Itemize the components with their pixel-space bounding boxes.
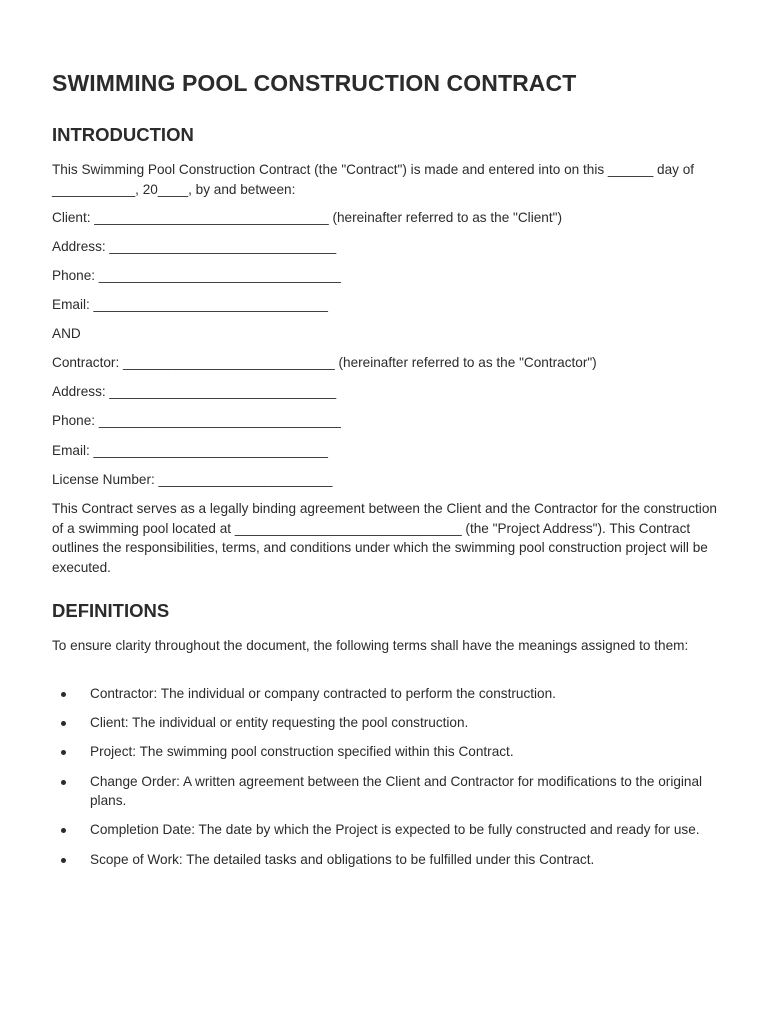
definitions-intro-paragraph: To ensure clarity throughout the document, the following terms shall have the meanings assigned to them: xyxy=(52,638,689,653)
contractor-name-line: Contractor: ____________________________ (hereinafter referred to as the "Contractor") xyxy=(52,355,597,370)
and-separator: AND xyxy=(52,326,81,341)
definitions-heading: DEFINITIONS xyxy=(52,600,170,621)
client-name-line: Client: _______________________________ (hereinafter referred to as the "Client") xyxy=(52,210,562,225)
bullet-icon xyxy=(61,780,66,785)
bullet-icon xyxy=(61,721,66,726)
definition-text: Contractor: The individual or company contracted to perform the construction. xyxy=(90,686,556,701)
definition-item-project xyxy=(52,742,718,762)
definition-item-completion-date xyxy=(52,820,718,840)
definition-text: Scope of Work: The detailed tasks and obligations to be fulfilled under this Contract. xyxy=(90,851,595,867)
contractor-email-line: Email: _______________________________ xyxy=(52,443,328,458)
introduction-heading: INTRODUCTION xyxy=(52,124,194,145)
client-phone-line: Phone: ________________________________ xyxy=(52,268,341,283)
client-address-line: Address: ______________________________ xyxy=(52,239,337,254)
definition-text: Change Order: A written agreement between the Client and Contractor for modifications to the original plans. xyxy=(90,773,703,809)
contract-purpose-paragraph: This Contract serves as a legally binding agreement between the Client and the Contractor for the construction of a swimming pool located at ______________________________ (the "Project Address"). This Contract outlines the responsibilities, terms, and conditions under which the swimming pool construction project will be executed. xyxy=(52,501,717,575)
definition-text: Completion Date: The date by which the Project is expected to be fully constructed and ready for use. xyxy=(90,822,700,838)
contractor-address-line: Address: ______________________________ xyxy=(52,384,337,399)
definition-item-client xyxy=(52,713,718,733)
bullet-icon xyxy=(61,692,66,697)
definition-item-contractor xyxy=(52,684,718,704)
client-email-line: Email: _______________________________ xyxy=(52,297,328,312)
definition-text: Client: The individual or entity requesting the pool construction. xyxy=(90,715,469,731)
bullet-icon xyxy=(61,828,66,833)
introduction-opening-paragraph: This Swimming Pool Construction Contract (the "Contract") is made and entered into on this ______ day of ___________, 20____, by and between: xyxy=(52,162,695,197)
document-title: SWIMMING POOL CONSTRUCTION CONTRACT xyxy=(52,70,577,96)
definitions-list xyxy=(52,684,718,879)
definition-item-scope-of-work xyxy=(52,850,718,870)
definition-item-change-order xyxy=(52,772,718,811)
contractor-license-line: License Number: _______________________ xyxy=(52,472,333,487)
bullet-icon xyxy=(61,750,66,755)
definition-text: Project: The swimming pool construction specified within this Contract. xyxy=(90,744,514,760)
contractor-phone-line: Phone: ________________________________ xyxy=(52,413,341,428)
bullet-icon xyxy=(61,858,66,863)
